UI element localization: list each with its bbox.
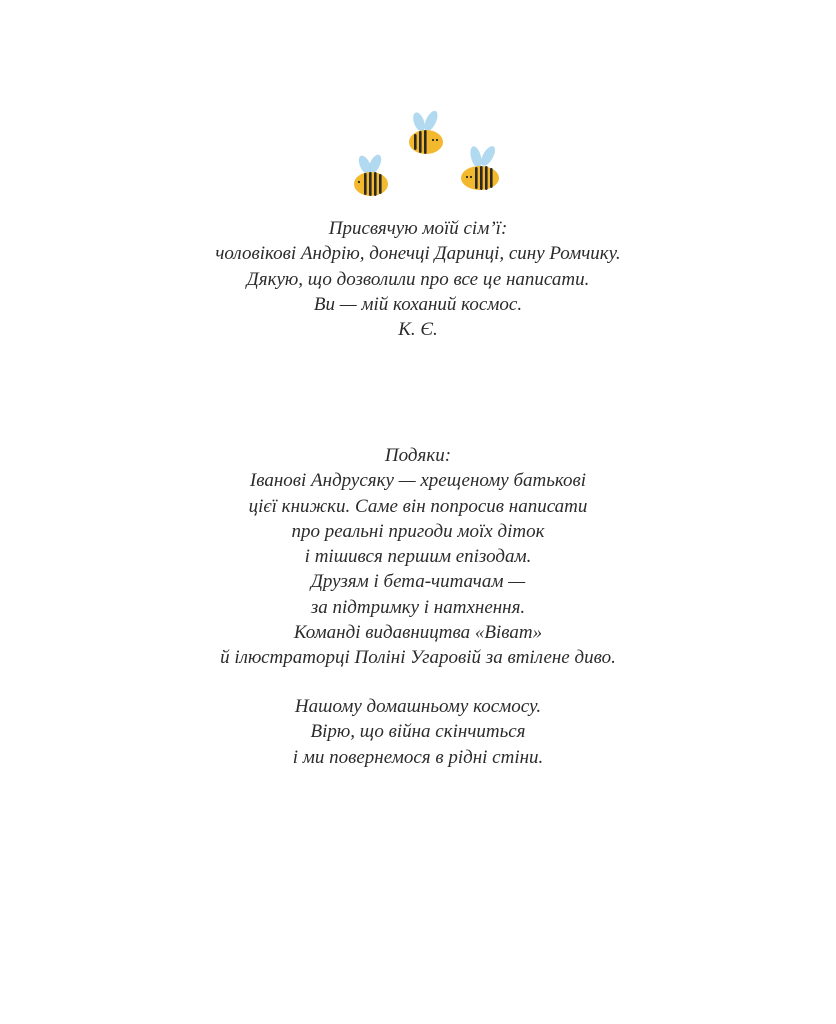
acknowledgements-line: Команді видавництва «Віват»: [293, 622, 543, 644]
bee-icon: [458, 144, 502, 192]
bees-illustration: [0, 0, 836, 210]
home-cosmos-line: Вірю, що війна скінчиться: [310, 721, 526, 743]
dedication-line: чоловікові Андрію, донечці Даринці, сину Ромчику.: [215, 243, 621, 265]
acknowledgements-line: Друзям і бета-читачам —: [310, 571, 526, 593]
dedication-block: [0, 216, 836, 342]
acknowledgements-block: [0, 443, 836, 671]
acknowledgements-line: цієї книжки. Саме він попросив написати: [248, 495, 588, 517]
acknowledgements-line: і тішився першим епізодам.: [304, 546, 532, 568]
dedication-signature: К. Є.: [398, 319, 438, 341]
bee-icon: [352, 154, 392, 198]
bee-icon: [406, 110, 446, 156]
acknowledgements-line: Іванові Андрусяку — хрещеному батькові: [249, 470, 587, 492]
home-cosmos-line: Нашому домашньому космосу.: [294, 696, 542, 717]
acknowledgements-line: про реальні пригоди моїх діток: [291, 520, 545, 542]
acknowledgements-line: за підтримку і натхнення.: [310, 596, 526, 618]
home-cosmos-block: [0, 694, 836, 770]
dedication-line: Дякую, що дозволили про все це написати.: [246, 268, 590, 290]
dedication-line: Ви — мій коханий космос.: [313, 293, 523, 315]
acknowledgements-heading: Подяки:: [384, 445, 452, 466]
home-cosmos-line: і ми повернемося в рідні стіни.: [292, 746, 544, 768]
dedication-heading: Присвячую моїй сім’ї:: [328, 218, 508, 239]
acknowledgements-line: й ілюстраторці Поліні Угаровій за втілене диво.: [220, 647, 616, 669]
